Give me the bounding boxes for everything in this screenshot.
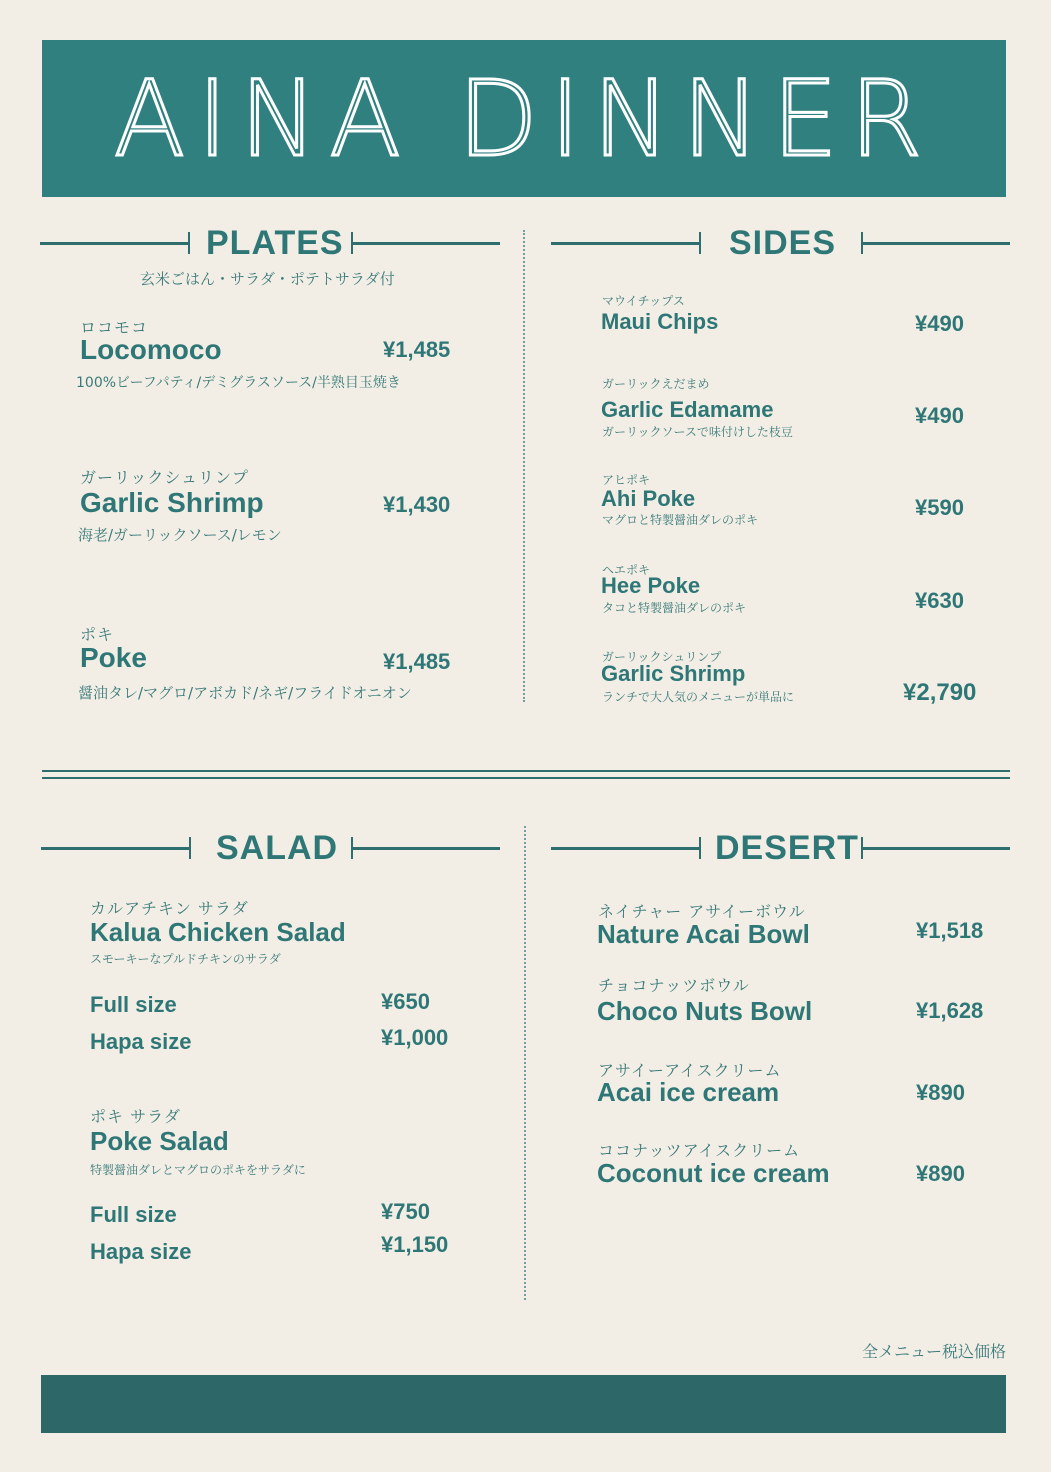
- section-separator: [42, 777, 1010, 779]
- plate-price: ¥1,485: [383, 337, 451, 362]
- plate-kana: ポキ: [80, 625, 115, 644]
- section-title-salad: SALAD: [216, 829, 339, 867]
- side-price: ¥630: [915, 588, 964, 613]
- desert-kana: ココナッツアイスクリーム: [598, 1141, 801, 1160]
- full-size-price: ¥750: [381, 1199, 430, 1224]
- menu-title: AINA DINNER: [113, 57, 935, 180]
- side-desc: マグロと特製醤油ダレのポキ: [602, 513, 759, 527]
- plate-desc: 醤油タレ/マグロ/アボカド/ネギ/フライドオニオン: [78, 684, 412, 702]
- side-name: Garlic Shrimp: [601, 661, 746, 686]
- salad-desc: 特製醤油ダレとマグロのポキをサラダに: [90, 1163, 306, 1177]
- hapa-size-price: ¥1,000: [381, 1025, 449, 1050]
- section-separator: [42, 770, 1010, 772]
- side-price: ¥590: [915, 495, 964, 520]
- plate-price: ¥1,430: [383, 492, 451, 517]
- full-size-label: Full size: [90, 992, 177, 1017]
- side-name: Hee Poke: [601, 573, 701, 598]
- side-price: ¥490: [915, 403, 964, 428]
- column-divider: [524, 826, 526, 1300]
- plate-name: Poke: [80, 642, 147, 673]
- side-kana: ヘエポキ: [602, 563, 651, 577]
- plate-kana: ガーリックシュリンプ: [80, 468, 250, 487]
- plates-note: 玄米ごはん・サラダ・ポテトサラダ付: [140, 270, 395, 288]
- section-title-plates: PLATES: [206, 224, 344, 262]
- desert-price: ¥890: [916, 1161, 965, 1186]
- divider-line: [551, 847, 699, 850]
- footer-band: [41, 1375, 1006, 1433]
- column-divider: [523, 230, 525, 702]
- desert-price: ¥890: [916, 1080, 965, 1105]
- desert-kana: ネイチャー アサイーボウル: [598, 902, 806, 921]
- side-price: ¥490: [915, 311, 964, 336]
- salad-kana: カルアチキン サラダ: [90, 899, 249, 918]
- hapa-size-label: Hapa size: [90, 1239, 192, 1264]
- plate-name: Locomoco: [80, 334, 222, 365]
- section-title-desert: DESERT: [715, 829, 859, 867]
- divider-line: [551, 242, 699, 245]
- side-desc: タコと特製醤油ダレのポキ: [602, 601, 747, 615]
- divider-tick: [699, 837, 701, 859]
- divider-line: [862, 242, 1010, 245]
- salad-name: Poke Salad: [90, 1126, 229, 1156]
- salad-desc: スモーキーなプルドチキンのサラダ: [90, 952, 281, 966]
- desert-name: Nature Acai Bowl: [597, 919, 810, 949]
- side-kana: アヒポキ: [602, 473, 651, 487]
- plate-desc: 海老/ガーリックソース/レモン: [78, 526, 282, 544]
- divider-line: [40, 242, 188, 245]
- divider-tick: [188, 232, 190, 254]
- divider-tick: [699, 232, 701, 254]
- side-kana: ガーリックシュリンプ: [602, 650, 722, 664]
- side-kana: マウイチップス: [602, 294, 685, 308]
- side-name: Garlic Edamame: [601, 397, 774, 422]
- plate-price: ¥1,485: [383, 649, 451, 674]
- desert-name: Choco Nuts Bowl: [597, 996, 813, 1026]
- divider-line: [41, 847, 189, 850]
- desert-kana: アサイーアイスクリーム: [598, 1061, 782, 1080]
- salad-kana: ポキ サラダ: [90, 1107, 181, 1126]
- header-banner: [42, 40, 1006, 197]
- side-desc: ランチで大人気のメニューが単品に: [602, 690, 795, 704]
- tax-note: 全メニュー税込価格: [861, 1342, 1006, 1361]
- side-desc: ガーリックソースで味付けした枝豆: [602, 425, 793, 439]
- desert-name: Coconut ice cream: [597, 1158, 830, 1188]
- desert-price: ¥1,518: [916, 918, 984, 943]
- section-title-sides: SIDES: [729, 224, 837, 262]
- side-price: ¥2,790: [903, 679, 977, 706]
- desert-kana: チョコナッツボウル: [598, 976, 750, 995]
- plate-kana: ロコモコ: [80, 318, 149, 337]
- side-name: Ahi Poke: [601, 486, 696, 511]
- desert-name: Acai ice cream: [597, 1077, 780, 1107]
- full-size-label: Full size: [90, 1202, 177, 1227]
- side-name: Maui Chips: [601, 309, 719, 334]
- divider-tick: [189, 837, 191, 859]
- side-kana: ガーリックえだまめ: [602, 377, 710, 391]
- divider-line: [352, 242, 500, 245]
- plate-desc: 100%ビーフパティ/デミグラスソース/半熟目玉焼き: [76, 375, 401, 391]
- divider-line: [862, 847, 1010, 850]
- hapa-size-price: ¥1,150: [381, 1232, 449, 1257]
- plate-name: Garlic Shrimp: [80, 487, 264, 518]
- hapa-size-label: Hapa size: [90, 1029, 192, 1054]
- desert-price: ¥1,628: [916, 998, 984, 1023]
- salad-name: Kalua Chicken Salad: [90, 917, 346, 947]
- full-size-price: ¥650: [381, 989, 430, 1014]
- divider-line: [352, 847, 500, 850]
